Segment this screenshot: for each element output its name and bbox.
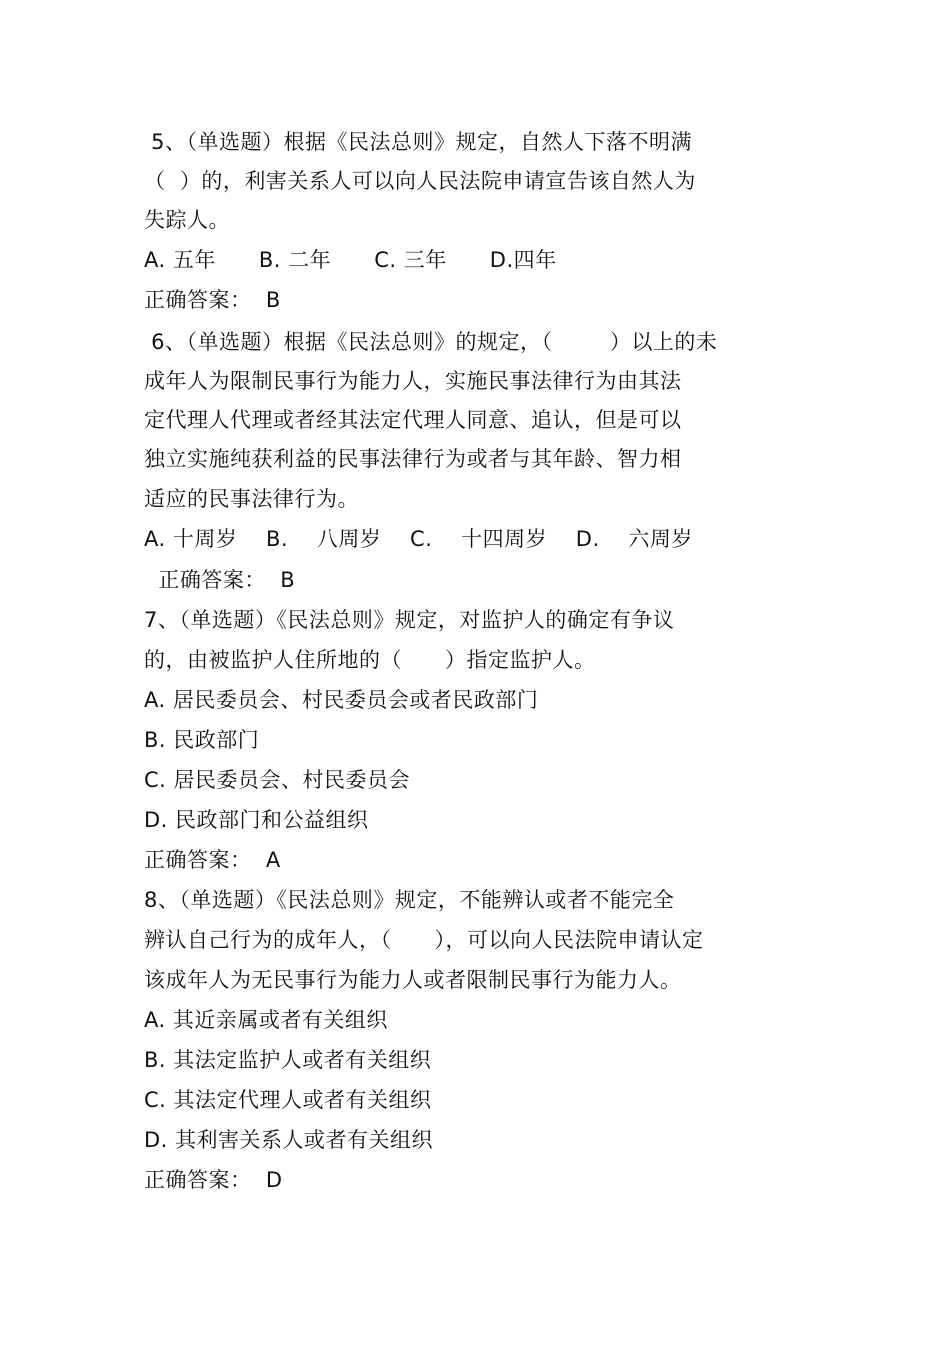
option-c: C. 其法定代理人或者有关组织 [144,1088,432,1112]
question-text: 该成年人为无民事行为能力人或者限制民事行为能力人。 [144,968,682,992]
question-text: 适应的民事法律行为。 [144,487,359,511]
answer-line: 正确答案： B [144,288,281,312]
question-text: 独立实施纯获利益的民事法律行为或者与其年龄、智力相 [144,447,682,471]
answer-line: 正确答案： A [144,848,281,872]
question-text: 成年人为限制民事行为能力人，实施民事法律行为由其法 [144,369,682,393]
option-d: D. 民政部门和公益组织 [144,808,369,832]
option-d: D. 其利害关系人或者有关组织 [144,1128,434,1152]
question-text: 的，由被监护人住所地的（ ）指定监护人。 [144,648,596,672]
question-options: A. 十周岁 B. 八周岁 C. 十四周岁 D. 六周岁 [144,527,693,551]
question-text: 6、（单选题）根据《民法总则》的规定，（ ）以上的未 [144,330,718,354]
option-b: B. 其法定监护人或者有关组织 [144,1048,432,1072]
question-text: 定代理人代理或者经其法定代理人同意、追认，但是可以 [144,408,682,432]
question-text: 8、（单选题）《民法总则》规定，不能辨认或者不能完全 [144,888,675,912]
answer-line: 正确答案： D [144,1168,283,1192]
option-a: A. 居民委员会、村民委员会或者民政部门 [144,688,539,712]
option-a: A. 其近亲属或者有关组织 [144,1008,388,1032]
question-text: 5、（单选题）根据《民法总则》规定，自然人下落不明满 [144,130,693,154]
option-c: C. 居民委员会、村民委员会 [144,768,411,792]
answer-line: 正确答案： B [144,568,296,592]
question-options: A. 五年 B. 二年 C. 三年 D.四年 [144,248,557,272]
option-b: B. 民政部门 [144,728,260,752]
question-text: 失踪人。 [144,208,230,232]
question-text: 辨认自己行为的成年人，（ ），可以向人民法院申请认定 [144,928,704,952]
question-text: 7、（单选题）《民法总则》规定，对监护人的确定有争议 [144,608,675,632]
question-text: （ ）的，利害关系人可以向人民法院申请宣告该自然人为 [144,169,696,193]
